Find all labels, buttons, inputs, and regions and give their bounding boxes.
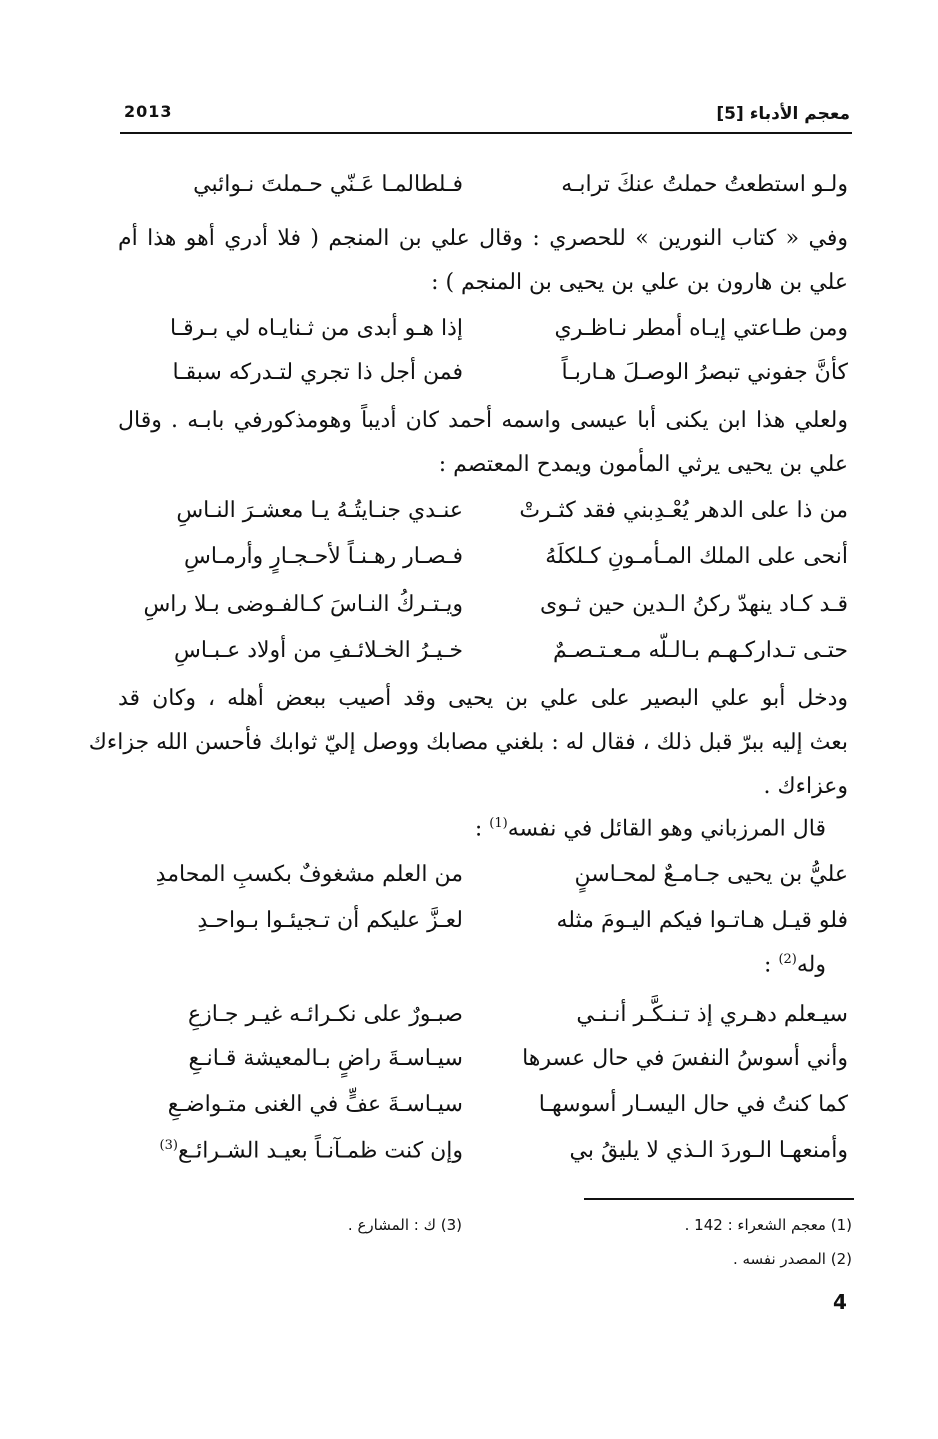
verse-hemistich-second: خـيـرُ الخـلائـفِ من أولاد عـبـاسِ [174,638,463,663]
verse-line [118,862,848,898]
header-page-number: 2013 [124,102,173,121]
prose-text: وله [796,952,826,978]
page-number: 4 [833,1290,847,1314]
verse-hemistich-first: ومن طـاعتي إيـاه أمطر نـاظـري [554,316,848,341]
verse-hemistich-second: فمن أجل ذا تجري لتـدركه سبقـا [172,360,463,385]
verse-hemistich-second: سيـاسـةَ راضٍ بـالمعيشة قـانـعِ [188,1046,463,1071]
footnote: (2) المصدر نفسه . [732,1250,852,1268]
verse-line [118,638,848,674]
prose-line: علي بن يحيى يرثي المأمون ويمدح المعتصم : [438,452,848,477]
footnote-rule [584,1198,854,1200]
verse-hemistich-first: سيـعلم دهـري إذ تـنـكَّـر أنـنـي [576,1002,848,1027]
prose-line [475,816,826,841]
verse-hemistich-second: عنـدي جنـايتُـهُ يـا معشـرَ النـاسِ [176,498,463,523]
prose-line: ولعلي هذا ابن يكنى أبا عيسى واسمه أحمد كان أديباً وهومذكورفي بابـه . وقال [118,408,849,433]
verse-hemistich-second: سيـاسـةَ عفٍّ في الغنى متـواضـعِ [167,1092,463,1117]
footnote: (3) ك : المشارع . [347,1216,462,1234]
verse-line [118,1092,848,1128]
prose-line: وعزاءك . [763,774,848,799]
verse-hemistich-second [118,1138,463,1163]
prose-text: : [764,952,779,978]
verse-hemistich-second: من العلم مشغوفٌ بكسبِ المحامدِ [155,862,463,887]
verse-line [118,544,848,580]
verse-line [118,1046,848,1082]
verse-text: وإن كنت ظمـآنـاً بعيـد الشـرائـع [177,1138,463,1164]
verse-hemistich-second: لعـزَّ عليكم أن تـجيئـوا بـواحـدِ [197,908,463,933]
verse-line [118,498,848,534]
verse-line [118,908,848,944]
footnote: (1) معجم الشعراء : 142 . [684,1216,852,1234]
verse-hemistich-first: قـد كـاد ينهدّ ركنُ الـدين حين ثـوى [540,592,848,617]
verse-hemistich-first: عليُّ بن يحيى جـامـعٌ لمحـاسنٍ [574,862,848,887]
verse-hemistich-first: كأنَّ جفوني تبصرُ الوصـلَ هـاربـاً [561,360,848,385]
verse-hemistich-second: فـلطالمـا عَـنّي حـملتَ نـوائبي [193,172,463,197]
prose-line: ودخل أبو علي البصير على علي بن يحيى وقد أصيب ببعض أهله ، وكان قد [118,686,848,711]
header-rule [120,132,852,134]
verse-line [118,316,848,352]
verse-hemistich-first: فلو قيـل هـاتـوا فيكم اليـومَ مثله [556,908,848,933]
verse-line [118,1002,848,1038]
verse-hemistich-second: ويـتـركُ النـاسَ كـالفـوضى بـلا راسِ [143,592,463,617]
verse-hemistich-second: فـصـار رهـنـاً لأحـجـارٍ وأرمـاسِ [184,544,463,569]
verse-hemistich-first: أنحى على الملك المـأمـونِ كـلكلَهُ [545,544,848,569]
footnote-ref: (3) [159,1138,178,1153]
verse-hemistich-first: وأمنعهـا الـوردَ الـذي لا يليقُ بي [569,1138,848,1163]
verse-hemistich-first: من ذا على الدهر يُعْـدِبني فقد كثـرتْ [519,498,848,523]
verse-line [118,592,848,628]
verse-hemistich-second: إذا هـو أبدى من ثـنايـاه لي بـرقـا [169,316,463,341]
verse-line [118,172,848,208]
prose-line: علي بن هارون بن علي بن يحيى بن المنجم ) : [431,270,848,295]
verse-hemistich-second: صبـورٌ على نكـرائـه غيـر جـازعِ [187,1002,463,1027]
verse-line [118,360,848,396]
verse-hemistich-first: ولـو استطعتُ حملتُ عنكَ ترابـه [561,172,848,197]
verse-hemistich-first: حتـى تـداركـهـم بـالـلّه مـعـتـصـمٌ [552,638,848,663]
verse-line [118,1138,848,1174]
verse-hemistich-first: كما كنتُ في حال اليسـار أسوسهـا [538,1092,848,1117]
footnote-ref: (1) [489,816,508,831]
prose-line [764,952,826,977]
footnote-ref: (2) [778,952,797,967]
prose-line: وفي « كتاب النورين » للحصري : وقال علي بن المنجم ( فلا أدري أهو هذا أم [118,226,848,251]
prose-text: قال المرزباني وهو القائل في نفسه [507,816,826,842]
verse-hemistich-first: وأني أسوسُ النفسَ في حال عسرها [522,1046,848,1071]
prose-text: : [474,816,490,842]
running-title: معجم الأدباء [5] [716,104,850,124]
prose-line: بعث إليه ببرّ قبل ذلك ، فقال له : بلغني مصابك ووصل إليّ ثوابك فأحسن الله جزاءك [88,730,848,755]
